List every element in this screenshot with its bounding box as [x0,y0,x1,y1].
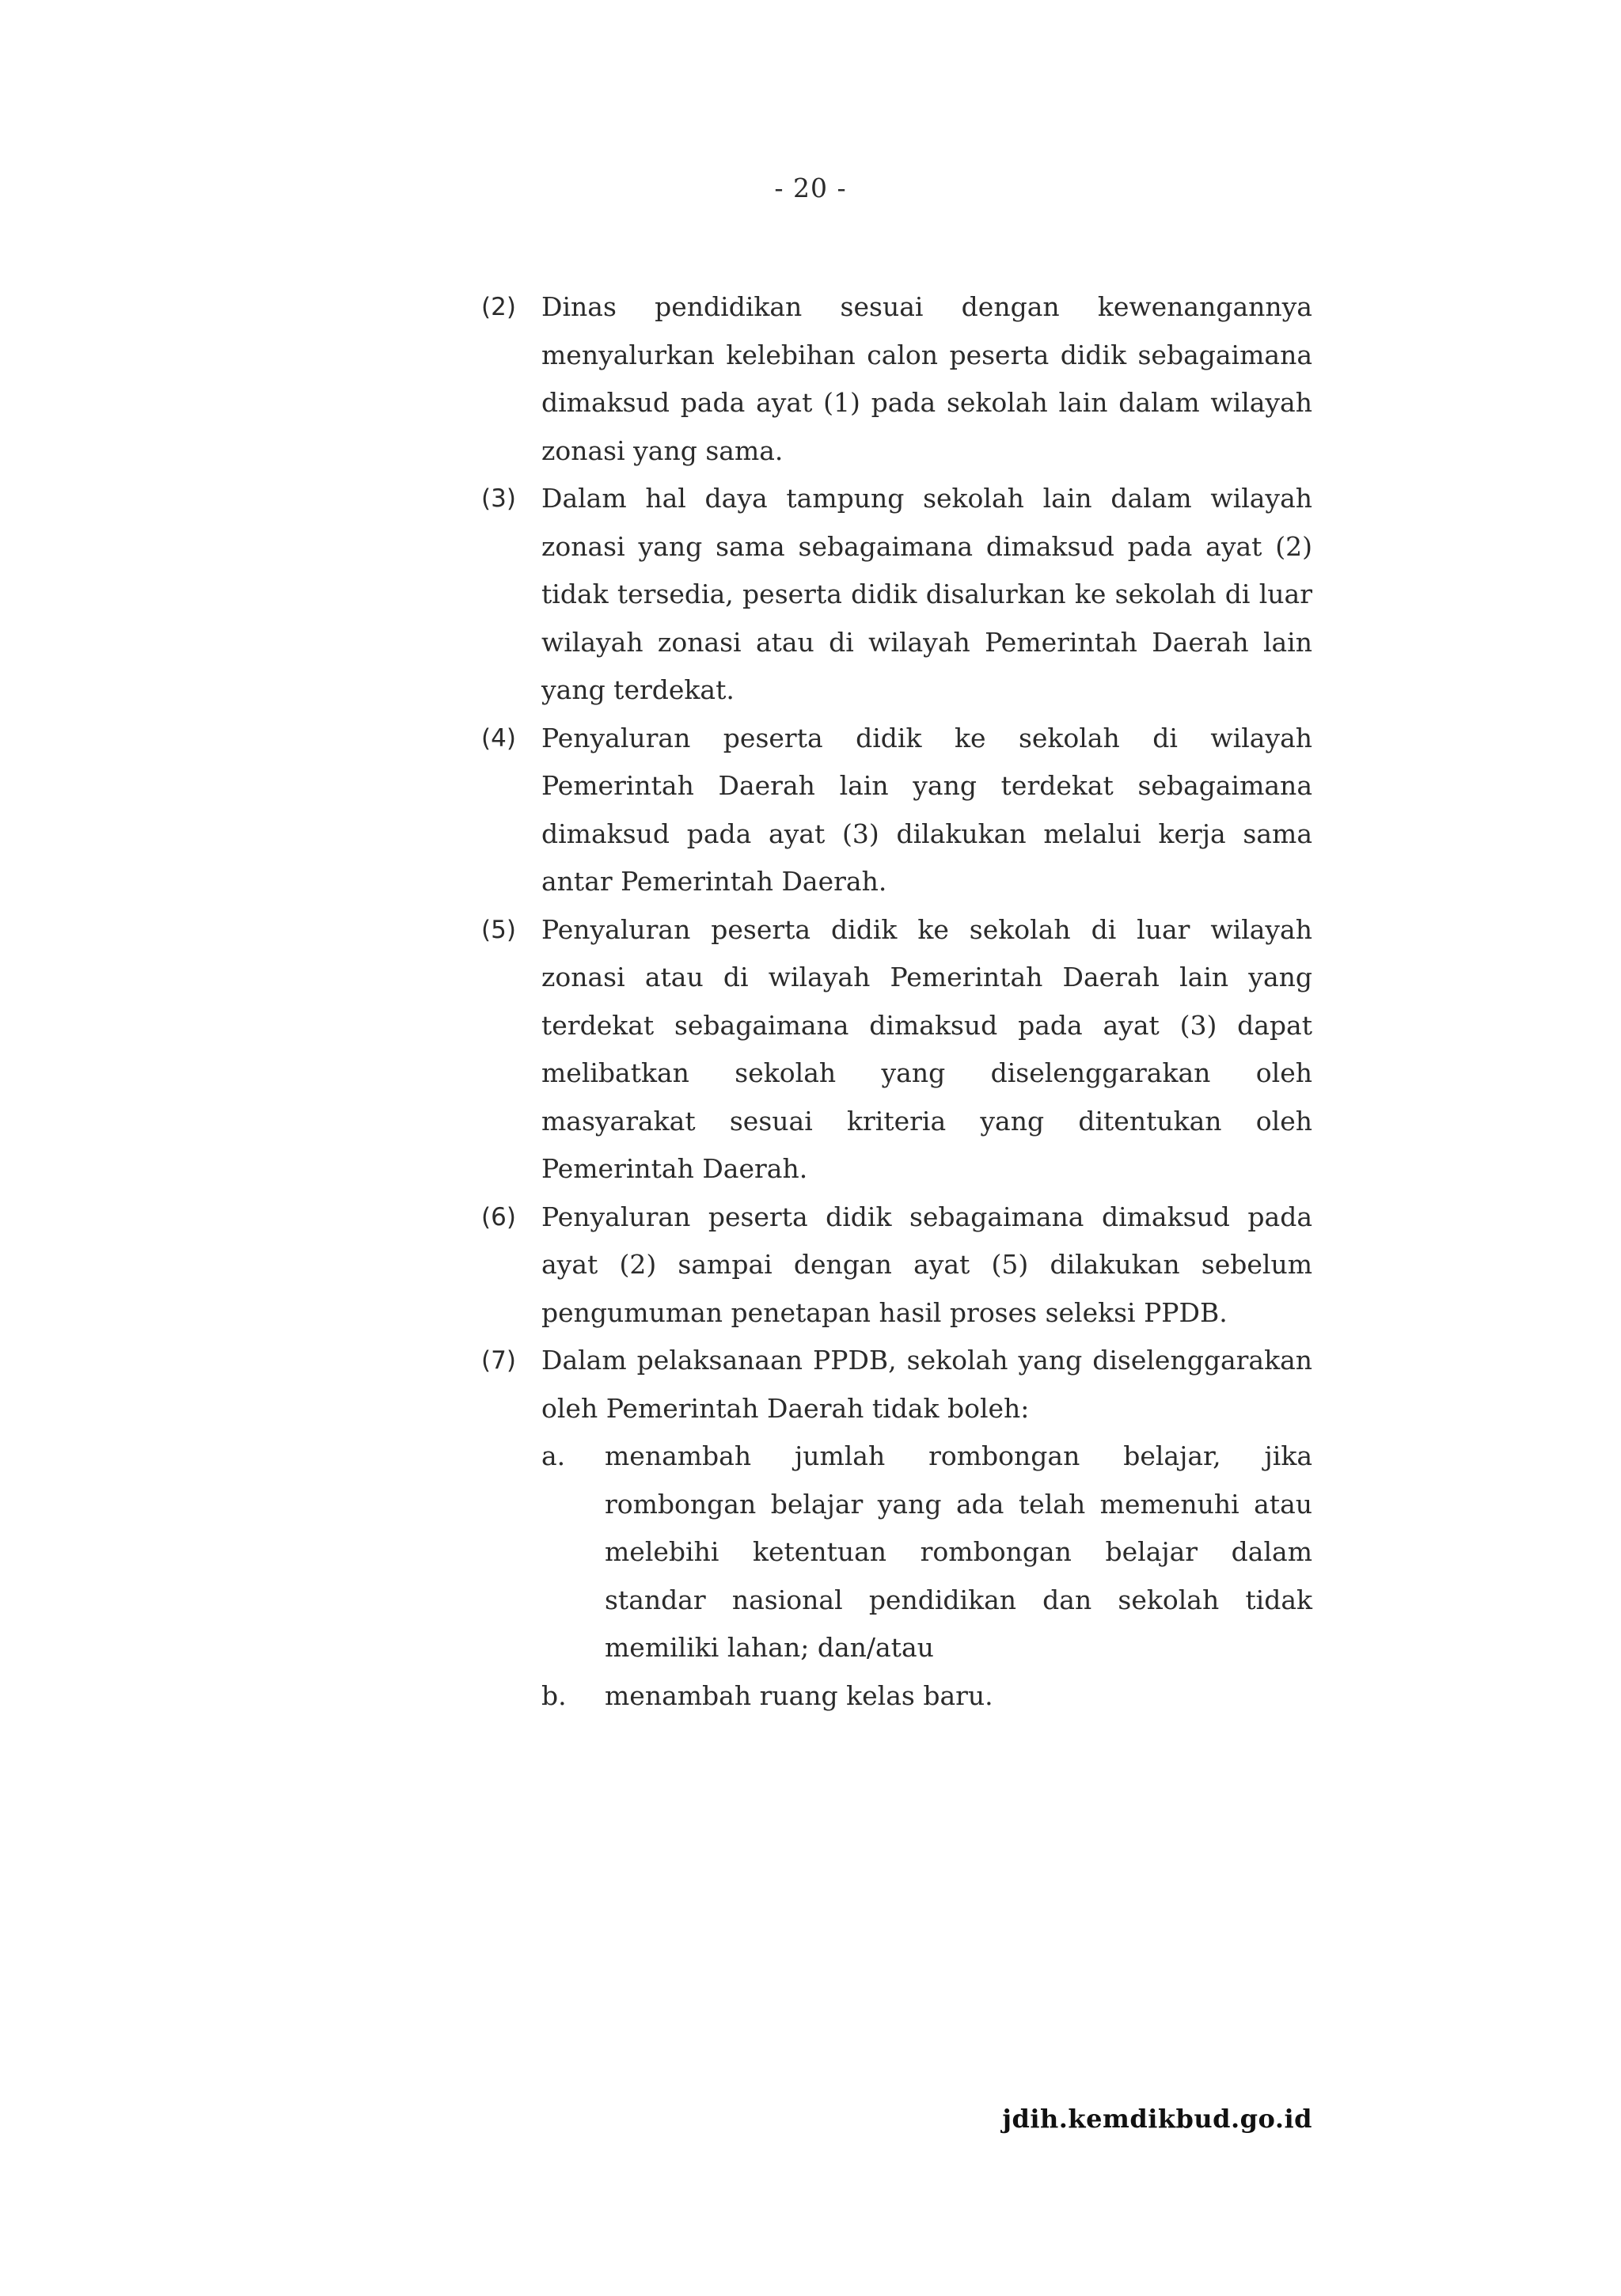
clause-number: (4) [481,723,516,753]
clause-number: (2) [481,293,516,321]
clause-2 [481,283,1312,475]
clause-6 [481,1194,1312,1338]
clause-text: Penyaluran peserta didik sebagaimana dimaksud pada ayat (2) sampai dengan ayat (5) dilakukan sebelum pengumuman penetapan hasil proses seleksi PPDB. [541,1201,1312,1328]
clause-3 [481,475,1312,715]
clause-text: Dalam hal daya tampung sekolah lain dalam wilayah zonasi yang sama sebagaimana dimaksud pada ayat (2) tidak tersedia, peserta didik disalurkan ke sekolah di luar wilayah zonasi atau di wilayah Pemerintah Daerah lain yang terdekat. [541,483,1312,705]
sub-item-b [541,1672,1312,1721]
clause-7 [481,1337,1312,1720]
clause-5 [481,906,1312,1194]
clause-text: Dalam pelaksanaan PPDB, sekolah yang diselenggarakan oleh Pemerintah Daerah tidak boleh: [541,1345,1312,1424]
clause-4 [481,715,1312,906]
page-number: - 20 - [774,173,847,203]
clause-text: Penyaluran peserta didik ke sekolah di wilayah Pemerintah Daerah lain yang terdekat sebagaimana dimaksud pada ayat (3) dilakukan melalui kerja sama antar Pemerintah Daerah. [541,722,1312,897]
clause-number: (7) [481,1346,516,1375]
sub-item-text: menambah jumlah rombongan belajar, jika rombongan belajar yang ada telah memenuhi atau melebihi ketentuan rombongan belajar dalam standar nasional pendidikan dan sekolah tidak memiliki lahan; dan/atau [605,1440,1312,1663]
clause-number: (3) [481,484,516,513]
sub-item-letter: a. [541,1440,566,1471]
sub-item-text: menambah ruang kelas baru. [605,1679,993,1711]
clause-text: Dinas pendidikan sesuai dengan kewenangannya menyalurkan kelebihan calon peserta didik sebagaimana dimaksud pada ayat (1) pada sekolah lain dalam wilayah zonasi yang sama. [541,291,1312,466]
sub-item-list [541,1433,1312,1720]
sub-item-a [541,1433,1312,1672]
clause-number: (6) [481,1202,516,1231]
clause-text: Penyaluran peserta didik ke sekolah di luar wilayah zonasi atau di wilayah Pemerintah Daerah lain yang terdekat sebagaimana dimaksud pada ayat (3) dapat melibatkan sekolah yang diselenggarakan oleh masyarakat sesuai kriteria yang ditentukan oleh Pemerintah Daerah. [541,913,1312,1184]
clause-number: (5) [481,915,516,944]
footer-url: jdih.kemdikbud.go.id [1002,2104,1312,2134]
document-body [481,283,1312,1720]
sub-item-letter: b. [541,1679,567,1711]
